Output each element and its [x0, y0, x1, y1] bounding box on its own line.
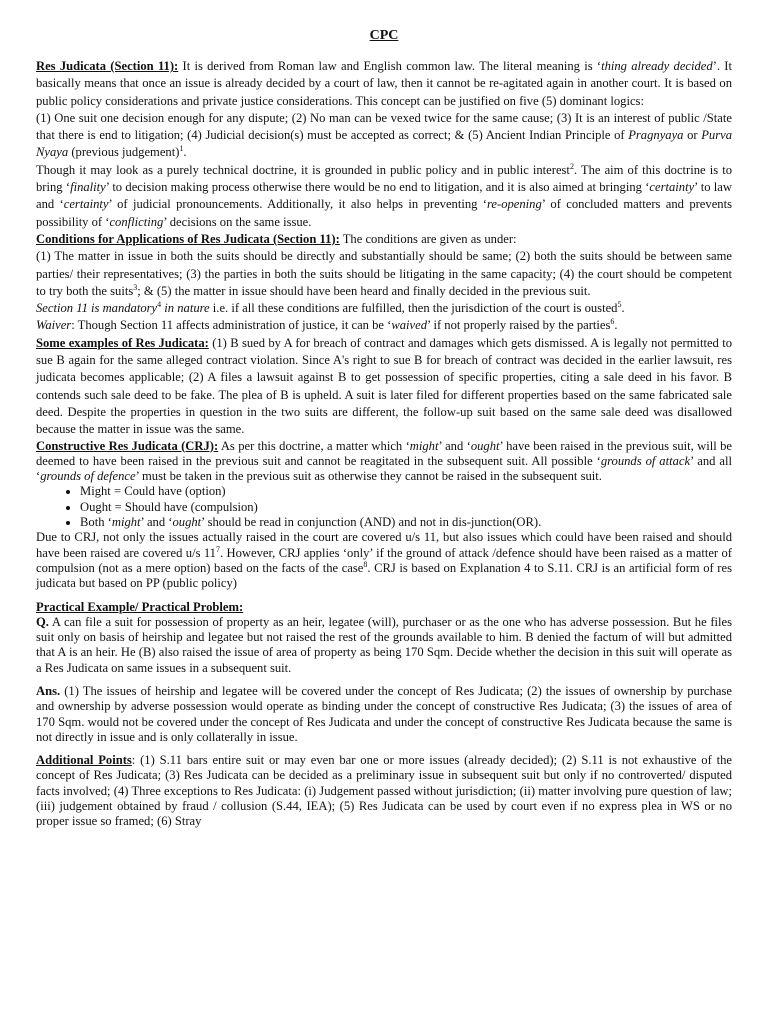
- heading-examples: Some examples of Res Judicata:: [36, 335, 209, 350]
- list-item: • Ought = Should have (compulsion): [80, 500, 732, 515]
- heading-crj: Constructive Res Judicata (CRJ):: [36, 438, 219, 453]
- text: Both ‘: [80, 515, 112, 530]
- text-italic: ought: [172, 515, 202, 530]
- text: ’ to law and ‘: [36, 180, 732, 212]
- heading-practical-example: Practical Example/ Practical Problem:: [36, 599, 244, 614]
- text: .: [621, 301, 625, 316]
- text: Due to CRJ, not only the issues actually raised in the court are covered u/s 11, but also issues which could have been raised and should have been raised are covered u/s 11: [36, 530, 732, 560]
- text: ’. It basically means that once an issue is already decided by a court of law, then it cannot be re-agitated again in another court. It is based on public policy considerations and private justice considerations. This concept can be justified on five (5) dominant logics:: [36, 59, 732, 108]
- text: ’ should be read in conjunction (AND) and not in dis-junction(OR).: [201, 515, 542, 530]
- footnote-ref: 2: [569, 161, 574, 171]
- text: . CRJ is based on Explanation 4 to S.11. CRJ is an artificial form of res judicata but based on PP (public policy): [36, 560, 732, 591]
- text-italic: Purva Nyaya: [36, 128, 732, 160]
- heading-conditions: Conditions for Applications of Res Judicata (Section 11):: [36, 231, 340, 246]
- text-italic: waived: [391, 318, 428, 333]
- text: (1) B sued by A for breach of contract and damages which gets dismissed. A is legally not permitted to sue B again for the same alleged contract violation. Since A's right to sue B for breach of contract was decided in the earlier lawsuit, res judicata becomes applicable; (2) A files a lawsuit against B to get possession of specific properties, citing a sale deed in his favor. B contends such sale deed to be fake. The plea of B is upheld. A suit is later filed for different properties based on the same fabricated sale deed. Despite the properties in question in the two suits are different, the follow-up suit based on the same sale deed was disallowed because the matter in issue was the same.: [36, 335, 732, 437]
- text: ’ and ‘: [140, 515, 173, 530]
- question: [36, 615, 732, 676]
- text: ’ to decision making process otherwise there would be no end to litigation, and it is also aimed at bringing ‘: [105, 180, 650, 195]
- text: (1) One suit one decision enough for any dispute; (2) No man can be vexed twice for the same cause; (3) It is an interest of public /State that there is end to litigation; (4) Judicial decision(s) must be accepted as correct; & (5) Ancient Indian Principle of: [36, 110, 732, 143]
- footnote-ref: 8: [363, 559, 368, 569]
- text: The conditions are given as under:: [339, 231, 517, 246]
- text: (1) The matter in issue in both the suits should be directly and substantially should be same; (2) both the suits should be between same parties/ their representatives; (3) the parties in both the suits should be litigating in the same capacity; (4) the court should be competent to try both the suits: [36, 249, 732, 298]
- text: ; & (5) the matter in issue should have been heard and finally decided in the previous suit.: [137, 283, 591, 298]
- text: ’ and all ‘: [36, 453, 732, 484]
- text: . However, CRJ applies ‘only’ if the ground of attack /defence should have been raised as a matter of compulsion (not as a mere option) based on the facts of the case: [36, 545, 732, 575]
- text-italic: Section 11 is mandatory: [36, 301, 158, 316]
- text-italic: certainty: [649, 180, 695, 195]
- additional-points: [36, 753, 732, 829]
- text: As per this doctrine, a matter which ‘: [218, 438, 410, 453]
- text-italic: grounds of defence: [40, 469, 136, 484]
- constructive-res-judicata: [36, 439, 732, 485]
- question-label: Q.: [36, 614, 49, 629]
- text: .: [183, 145, 187, 160]
- waiver: [36, 317, 732, 334]
- footnote-ref: 6: [610, 317, 615, 327]
- text-italic: grounds of attack: [600, 453, 691, 468]
- footnote-ref: 3: [133, 282, 138, 292]
- text-italic: might: [409, 438, 439, 453]
- text: .: [614, 318, 618, 333]
- text-italic: Waiver: [36, 318, 72, 333]
- answer: [36, 684, 732, 745]
- conditions-list: [36, 248, 732, 300]
- list-item: • Might = Could have (option): [80, 484, 732, 499]
- text-italic: thing already decided: [601, 59, 713, 73]
- crj-explanation: [36, 530, 732, 591]
- list-item: [80, 515, 732, 530]
- text: ’ of judicial pronouncements. Additionally, it also helps in preventing ‘: [108, 197, 487, 212]
- text: ’ must be taken in the previous suit as otherwise they cannot be raised in the subsequent suit.: [135, 469, 602, 484]
- text-italic: conflicting: [109, 214, 164, 229]
- text-italic: ought: [470, 438, 500, 453]
- text: . The aim of this doctrine is to bring ‘: [36, 162, 732, 195]
- text: (previous judgement): [68, 145, 180, 160]
- text: ’ and ‘: [438, 438, 471, 453]
- conditions-heading-para: [36, 231, 732, 248]
- text-italic: re-opening: [486, 197, 542, 212]
- mandatory-nature: [36, 300, 732, 317]
- dominant-logics: [36, 110, 732, 162]
- page-title: CPC: [369, 28, 399, 43]
- text: Though it may look as a purely technical doctrine, it is grounded in public policy and in public interest: [36, 162, 570, 177]
- text: or: [683, 128, 702, 143]
- examples: [36, 335, 732, 439]
- text-italic: might: [111, 515, 141, 530]
- doctrine-aim: [36, 162, 732, 231]
- answer-label: Ans.: [36, 683, 61, 698]
- text: ’ if not properly raised by the parties: [427, 318, 611, 333]
- res-judicata-intro: [36, 58, 732, 110]
- text: : (1) S.11 bars entire suit or may even bar one or more issues (already decided); (2) S.11 is not exhaustive of the concept of Res Judicata; (3) Res Judicata can be decided as a preliminary issue in subsequent suit but only if no controverted/ disputed facts involved; (4) Three exceptions to Res Judicata: (i) Judgement passed without jurisdiction; (ii) matter involving pure question of law; (iii) judgement obtained by fraud / collusion (S.44, IEA); (5) Res Judicata can be used by court even if no express plea in WS or no proper issue so framed; (6) Stray: [36, 753, 732, 829]
- heading-res-judicata: Res Judicata (Section 11):: [36, 59, 179, 73]
- footnote-ref: 5: [617, 299, 622, 309]
- footnote-ref: 1: [179, 144, 184, 154]
- text: i.e. if all these conditions are fulfilled, then the jurisdiction of the court is ousted: [209, 301, 618, 316]
- practical-heading-para: [36, 600, 732, 615]
- text: A can file a suit for possession of property as an heir, legatee (will), purchaser or as the one who has adverse possession. But he files suit only on basis of heirship and legatee but not raised the rest of the grounds available to him. B denied the factum of will but admitted that A is an heir. He (B) also raised the issue of area of property as being 170 Sqm. Decide whether the decision in this suit will operate as a Res Judicata on same issues in a subsequent suit.: [36, 614, 732, 675]
- text: : Though Section 11 affects administration of justice, it can be ‘: [71, 318, 392, 333]
- text-italic: in nature: [161, 301, 210, 316]
- text: ’ decisions on the same issue.: [163, 214, 312, 229]
- footnote-ref: 7: [215, 544, 220, 554]
- text: ’ of concluded matters and prevents possibility of ‘: [36, 197, 732, 229]
- crj-bullet-list: [36, 484, 732, 530]
- text-italic: Pragnyaya: [628, 128, 684, 143]
- text-italic: certainty: [63, 197, 109, 212]
- text: (1) The issues of heirship and legatee will be covered under the concept of Res Judicata; (2) the issues of ownership by purchase and ownership by adverse possession would operate as binding under the concept of constructive Res Judicata; (3) the issues of area of 170 Sqm. would not be covered under the concept of Res Judicata and under the concept of constructive Res Judicata because the same is not directly in issue and is only collaterally in issue.: [36, 683, 732, 744]
- text-italic: finality: [70, 180, 106, 195]
- heading-additional-points: Additional Points: [36, 753, 132, 768]
- footnote-ref: 4: [157, 299, 162, 309]
- text: It is derived from Roman law and English common law. The literal meaning is ‘: [178, 59, 602, 73]
- text: ’ have been raised in the previous suit, will be deemed to have been raised in the previous suit and cannot be reagitated in the subsequent suit. All possible ‘: [36, 438, 732, 468]
